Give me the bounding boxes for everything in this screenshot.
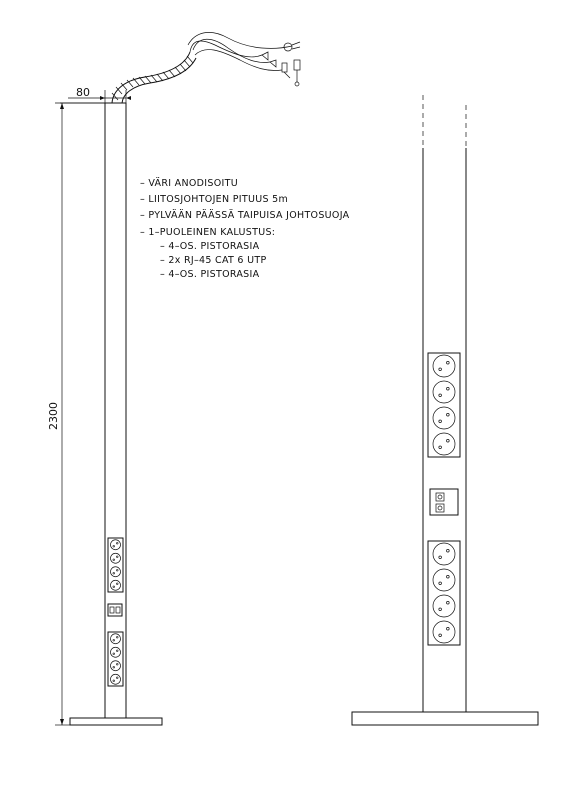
notes-block <box>140 178 350 280</box>
socket-strip <box>108 538 123 592</box>
flexible-conduit <box>112 52 190 103</box>
height-dimension <box>47 103 105 725</box>
power-socket-icon <box>433 621 455 643</box>
width-label: 80 <box>76 86 90 99</box>
note-line: – 1–PUOLEINEN KALUSTUS: <box>140 227 276 238</box>
power-socket-icon <box>433 433 455 455</box>
base-plate <box>70 718 162 725</box>
height-label: 2300 <box>47 402 60 430</box>
power-socket-icon <box>433 381 455 403</box>
power-socket-icon <box>111 674 121 684</box>
sub-note-line: – 4–OS. PISTORASIA <box>160 241 260 252</box>
note-line: – VÄRI ANODISOITU <box>140 178 238 189</box>
note-line: – PYLVÄÄN PÄÄSSÄ TAIPUISA JOHTOSUOJA <box>140 210 350 221</box>
power-socket-icon <box>111 567 121 577</box>
right-base-plate <box>352 712 538 725</box>
power-socket-icon <box>111 634 121 644</box>
conduit-links <box>112 56 193 100</box>
width-dimension <box>60 86 131 103</box>
power-socket-icon <box>111 661 121 671</box>
power-socket-icon <box>433 595 455 617</box>
power-socket-icon <box>433 407 455 429</box>
socket-strip <box>428 353 460 457</box>
left-view-pole <box>70 32 300 725</box>
right-view-pole <box>352 95 538 725</box>
power-socket-icon <box>111 553 121 563</box>
sub-note-line: – 2x RJ–45 CAT 6 UTP <box>160 255 267 266</box>
pole-body <box>105 103 126 718</box>
power-socket-icon <box>111 540 121 550</box>
note-line: – LIITOSJOHTOJEN PITUUS 5m <box>140 194 288 205</box>
power-socket-icon <box>433 569 455 591</box>
power-socket-icon <box>111 580 121 590</box>
socket-strip <box>428 541 460 645</box>
power-socket-icon <box>433 543 455 565</box>
power-socket-icon <box>433 355 455 377</box>
socket-strip <box>108 632 123 686</box>
cable <box>190 41 262 57</box>
power-socket-icon <box>111 647 121 657</box>
sub-note-line: – 4–OS. PISTORASIA <box>160 269 260 280</box>
